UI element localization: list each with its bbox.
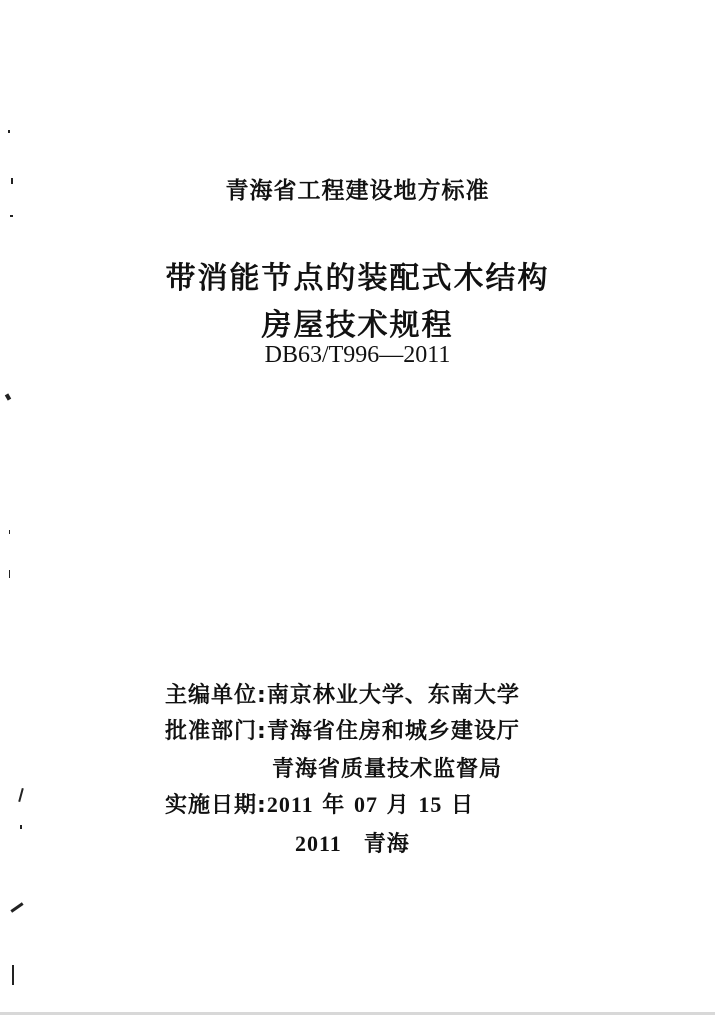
scan-artifact bbox=[18, 788, 24, 802]
scan-artifact bbox=[8, 130, 10, 133]
scan-artifact bbox=[5, 393, 11, 400]
approval-line bbox=[165, 714, 520, 745]
approval-label: 批准部门: bbox=[165, 719, 267, 744]
document-title-line-1: 带消能节点的装配式木结构 bbox=[165, 261, 550, 296]
approval-line-2 bbox=[272, 752, 502, 783]
date-year: 2011 bbox=[266, 792, 314, 817]
date-month-unit: 月 bbox=[386, 793, 410, 818]
standard-type-heading: 青海省工程建设地方标准 bbox=[225, 178, 490, 204]
page-bottom-edge bbox=[0, 1012, 715, 1015]
standard-code: DB63/T996—2011 bbox=[264, 342, 451, 368]
scan-artifact bbox=[9, 570, 10, 578]
scan-artifact bbox=[9, 530, 10, 534]
editor-line bbox=[165, 678, 520, 709]
publication-place: 青海 bbox=[363, 832, 410, 857]
date-year-unit: 年 bbox=[322, 793, 346, 818]
scan-artifact bbox=[20, 825, 22, 829]
scan-artifact bbox=[10, 902, 23, 912]
date-day: 15 bbox=[418, 792, 443, 817]
scan-artifact bbox=[11, 178, 13, 184]
scan-artifact bbox=[10, 215, 13, 217]
approval-value-1: 青海省住房和城乡建设厅 bbox=[266, 719, 520, 744]
scan-artifact bbox=[12, 965, 14, 985]
date-day-unit: 日 bbox=[451, 793, 475, 818]
editor-label: 主编单位: bbox=[165, 683, 267, 708]
date-label: 实施日期: bbox=[165, 793, 267, 818]
date-month: 07 bbox=[353, 792, 378, 817]
editor-value: 南京林业大学、东南大学 bbox=[266, 683, 520, 708]
publication-line bbox=[295, 827, 410, 858]
effective-date-line bbox=[165, 788, 474, 819]
approval-value-2: 青海省质量技术监督局 bbox=[272, 757, 503, 782]
publication-year: 2011 bbox=[295, 831, 342, 856]
document-title-line-2: 房屋技术规程 bbox=[261, 308, 454, 343]
